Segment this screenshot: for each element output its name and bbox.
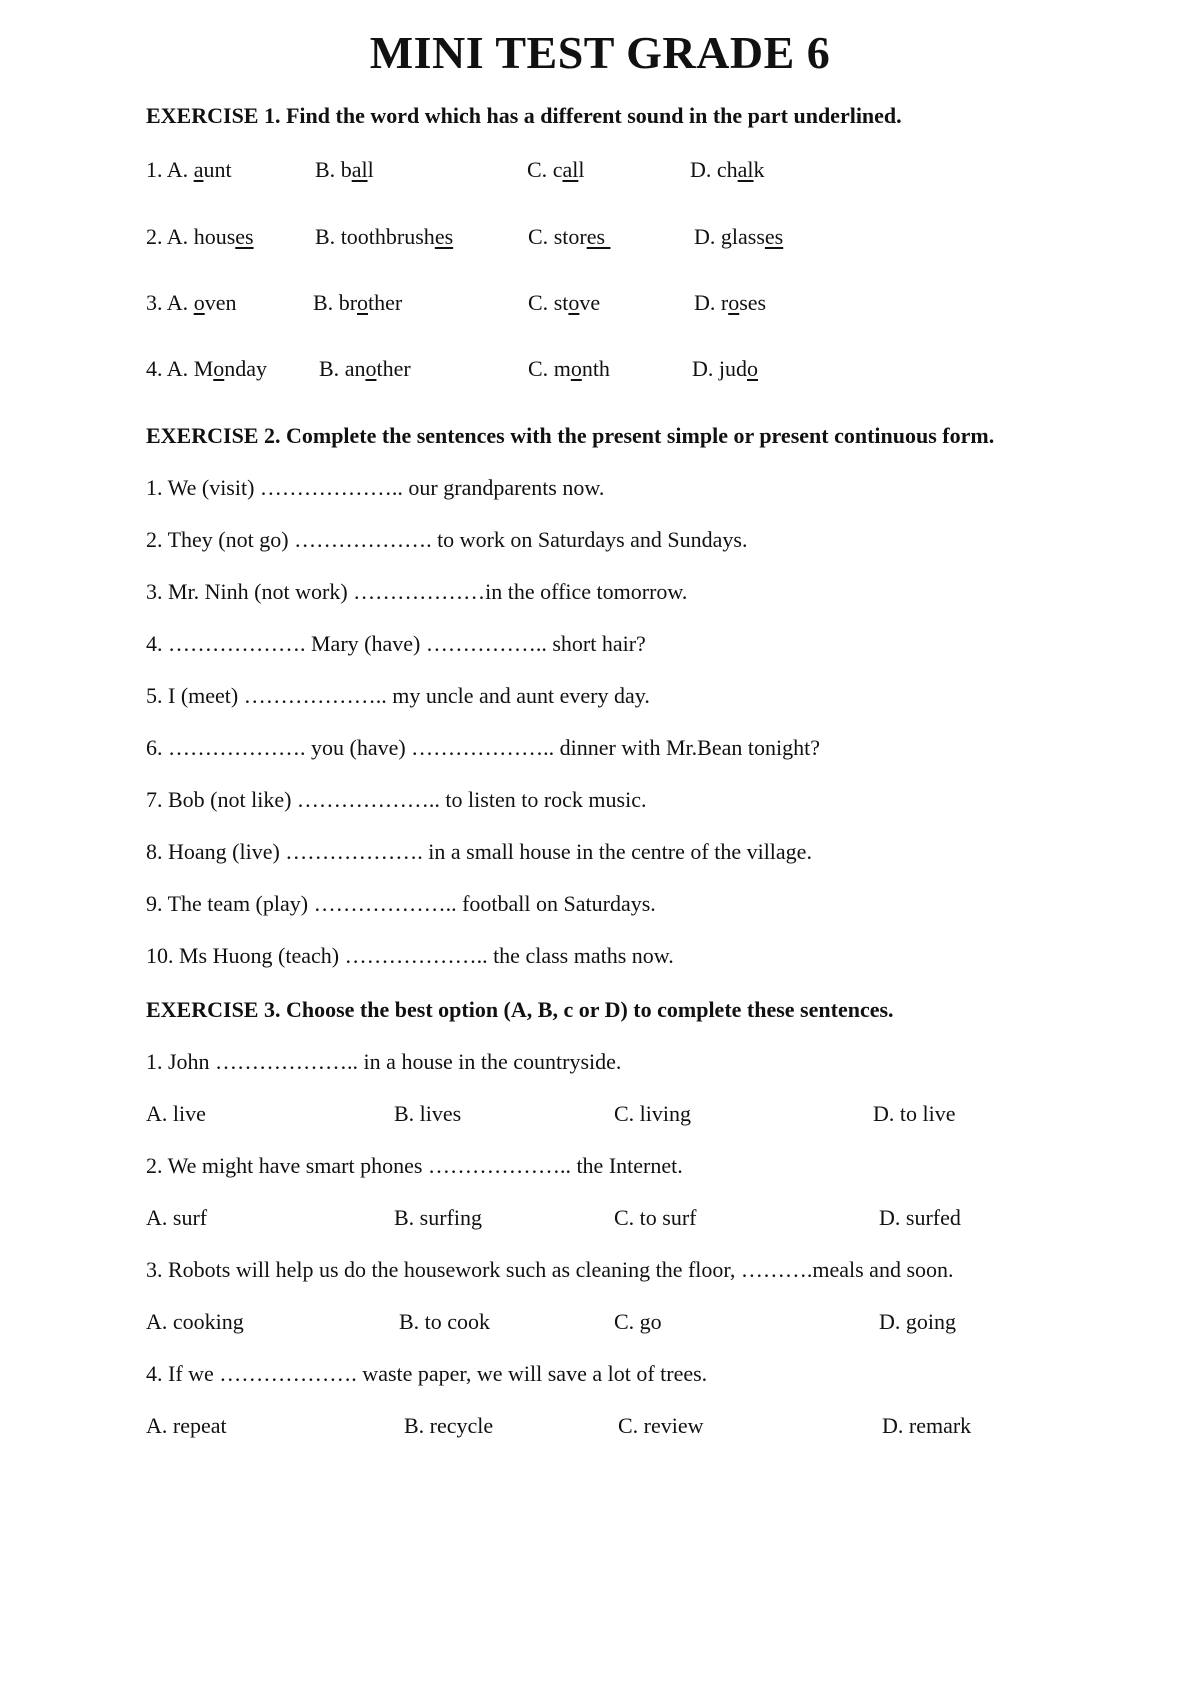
option-4c: C. month [528, 356, 610, 381]
option-a: A. surf [146, 1205, 208, 1230]
underlined-part: o [747, 356, 759, 381]
option-a: A. cooking [146, 1309, 244, 1334]
underlined-part: o [357, 290, 369, 315]
option-c: C. review [618, 1413, 704, 1438]
underlined-part: o [213, 356, 225, 381]
exercise-2-item: 9. The team (play) ……………….. football on Saturdays. [146, 891, 656, 916]
option-1c: C. call [527, 157, 585, 182]
underlined-part: o [568, 290, 580, 315]
option-3d: D. roses [694, 290, 767, 315]
underlined-part: al [737, 157, 754, 182]
exercise-3-question: 2. We might have smart phones ……………….. the Internet. [146, 1153, 683, 1178]
exercise-2-item: 1. We (visit) ……………….. our grandparents now. [146, 475, 605, 500]
exercise-2-item: 2. They (not go) ………………. to work on Saturdays and Sundays. [146, 527, 748, 552]
underlined-part: al [562, 157, 579, 182]
option-b: B. surfing [394, 1205, 482, 1230]
option-c: C. living [614, 1101, 692, 1126]
underlined-part: es [235, 224, 254, 249]
option-1b: B. ball [315, 157, 374, 182]
option-4d: D. judo [692, 356, 759, 381]
option-a: A. repeat [146, 1413, 227, 1438]
option-1d: D. chalk [690, 157, 765, 182]
option-4a: 4. A. Monday [146, 356, 268, 381]
option-c: C. go [614, 1309, 662, 1334]
option-d: D. going [879, 1309, 956, 1334]
underlined-part: es [764, 224, 784, 249]
exercise-2-item: 6. ………………. you (have) ……………….. dinner with Mr.Bean tonight? [146, 735, 820, 760]
option-d: D. remark [882, 1413, 972, 1438]
exercise-1-heading: EXERCISE 1. Find the word which has a different sound in the part underlined. [146, 103, 902, 128]
option-2a: 2. A. houses [146, 224, 254, 249]
exercise-2-item: 4. ………………. Mary (have) …………….. short hair? [146, 631, 646, 656]
exercise-2-item: 3. Mr. Ninh (not work) ………………in the office tomorrow. [146, 579, 688, 604]
option-a: A. live [146, 1101, 206, 1126]
underlined-part: o [365, 356, 377, 381]
option-d: D. surfed [879, 1205, 961, 1230]
exercise-3-heading: EXERCISE 3. Choose the best option (A, B, c or D) to complete these sentences. [146, 997, 894, 1022]
option-4b: B. another [319, 356, 411, 381]
exercise-2-item: 5. I (meet) ……………….. my uncle and aunt every day. [146, 683, 650, 708]
underlined-part: a [193, 157, 204, 182]
option-2d: D. glasses [694, 224, 784, 249]
option-b: B. lives [394, 1101, 462, 1126]
option-3c: C. stove [528, 290, 601, 315]
option-c: C. to surf [614, 1205, 697, 1230]
exercise-3-question: 1. John ……………….. in a house in the countryside. [146, 1049, 622, 1074]
option-b: B. recycle [404, 1413, 494, 1438]
page-title: MINI TEST GRADE 6 [369, 27, 831, 78]
exercise-2-item: 10. Ms Huong (teach) ……………….. the class maths now. [146, 943, 674, 968]
underlined-part: al [351, 157, 368, 182]
option-2c: C. stores [528, 224, 611, 249]
exercise-2-heading: EXERCISE 2. Complete the sentences with the present simple or present continuous form. [146, 423, 995, 448]
exercise-2-item: 8. Hoang (live) ………………. in a small house in the centre of the village. [146, 839, 812, 864]
underlined-part: o [728, 290, 740, 315]
option-3b: B. brother [313, 290, 403, 315]
option-1a: 1. A. aunt [146, 157, 232, 182]
option-3a: 3. A. oven [146, 290, 237, 315]
underlined-part: es [434, 224, 454, 249]
exercise-2-item: 7. Bob (not like) ……………….. to listen to rock music. [146, 787, 647, 812]
underlined-part: o [193, 290, 205, 315]
exercise-3-question: 3. Robots will help us do the housework such as cleaning the floor, ……….meals and soon. [146, 1257, 954, 1282]
option-d: D. to live [873, 1101, 956, 1126]
exercise-3-question: 4. If we ………………. waste paper, we will save a lot of trees. [146, 1361, 708, 1386]
underlined-part: es [586, 224, 611, 249]
underlined-part: o [570, 356, 582, 381]
option-2b: B. toothbrushes [315, 224, 454, 249]
option-b: B. to cook [399, 1309, 491, 1334]
